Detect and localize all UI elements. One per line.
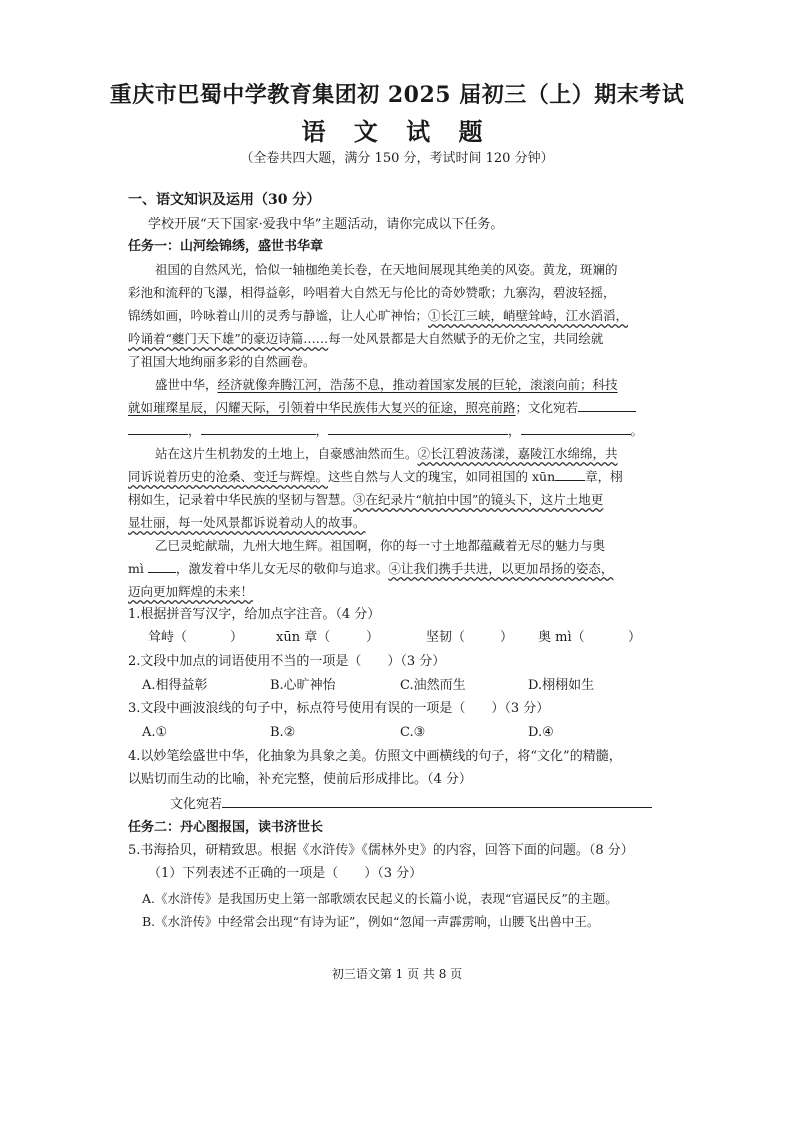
section-intro: 学校开展“天下国家·爱我中华”主题活动，请你完成以下任务。 bbox=[148, 217, 504, 232]
p2-line2 bbox=[128, 399, 636, 416]
exam-note: （全卷共四大题，满分 150 分，考试时间 120 分钟） bbox=[240, 151, 554, 166]
p3-zhang: 章，栩 bbox=[585, 469, 623, 484]
wavy-sentence-2-cont: 同诉说着历史的沧桑、变迁与辉煌。 bbox=[128, 469, 329, 484]
answer-blank[interactable] bbox=[328, 422, 508, 435]
section-heading: 一、语文知识及运用（30 分） bbox=[128, 192, 321, 208]
q2-option-d[interactable]: D.栩栩如生 bbox=[528, 678, 595, 693]
wavy-sentence-4-cont: 迈向更加辉煌的未来！ bbox=[128, 584, 254, 599]
answer-blank[interactable] bbox=[578, 399, 636, 412]
q3-option-c[interactable]: C.③ bbox=[400, 725, 426, 740]
p4-line2 bbox=[128, 560, 613, 577]
q3-option-a[interactable]: A.① bbox=[142, 725, 168, 740]
q1-item-4: 奥 mì（ bbox=[538, 630, 585, 645]
exam-subtitle: 语 文 试 题 bbox=[301, 117, 493, 146]
exam-title: 重庆市巴蜀中学教育集团初 2025 届初三（上）期末考试 bbox=[109, 82, 685, 108]
p3-mid: 栩如生，记录着中华民族的坚韧与智慧。 bbox=[128, 492, 354, 507]
q1-item-3: 坚韧（ bbox=[426, 630, 466, 645]
p4-mi: mì bbox=[128, 561, 144, 576]
underlined-sentence-a: 经济就像奔腾江河，浩荡不息，推动着国家发展的巨轮，滚滚向前；科技 bbox=[217, 377, 618, 392]
p1-line1: 祖国的自然风光，恰似一轴枷绝美长卷，在天地间展现其绝美的风姿。黄龙，斑斓的 bbox=[155, 262, 618, 277]
underlined-sentence-b: 就如璀璨星辰，闪耀天际，引领着中华民族伟大复兴的征途，照亮前路 bbox=[128, 400, 516, 415]
p2-line1 bbox=[155, 376, 618, 393]
q5-option-a[interactable]: A.《水浒传》是我国历史上第一部歌颂农民起义的长篇小说，表现“官逼民反”的主题。 bbox=[142, 891, 618, 906]
p2-wenhua: ；文化宛若 bbox=[515, 400, 579, 415]
wavy-sentence-1-cont: 吟诵着“夔门天下雄”的豪迈诗篇…… bbox=[128, 331, 329, 346]
p2-start: 盛世中华， bbox=[155, 377, 218, 392]
q1-stem: 1.根据拼音写汉字，给加点字注音。（4 分） bbox=[128, 607, 381, 622]
answer-blank[interactable] bbox=[521, 422, 631, 435]
task1-heading: 任务一：山河绘锦绣，盛世书华章 bbox=[128, 239, 324, 254]
p1-line3 bbox=[128, 307, 628, 324]
p3-line4 bbox=[128, 514, 366, 531]
p4-mid: ，激发着中华儿女无尽的敬仰与追求。 bbox=[175, 561, 389, 576]
p4-line3 bbox=[128, 583, 253, 600]
q2-option-c[interactable]: C.油然而生 bbox=[400, 678, 466, 693]
q1-item-2-end: ） bbox=[366, 630, 380, 645]
wavy-sentence-1: ①长江三峡，峭壁耸峙，江水滔滔， bbox=[428, 308, 629, 323]
q5-stem: 5.书海拾贝，研精致思。根据《水浒传》《儒林外史》的内容，回答下面的问题。（8 分） bbox=[128, 843, 634, 858]
q4-answer-prefix: 文化宛若 bbox=[170, 797, 223, 812]
p3-line2 bbox=[128, 468, 623, 485]
answer-blank[interactable] bbox=[128, 422, 188, 435]
p3-start: 站在这片生机勃发的土地上，自豪感油然而生。 bbox=[155, 446, 418, 461]
wavy-sentence-2: ②长江碧波荡漾，嘉陵江水绵绵，共 bbox=[417, 446, 618, 461]
q1-item-3-end: ） bbox=[500, 630, 514, 645]
p3-xun: 这些自然与人文的瑰宝，如同祖国的 xūn bbox=[328, 469, 556, 484]
p1-line5: 了祖国大地绚丽多彩的自然画卷。 bbox=[128, 354, 316, 369]
p4-line1: 乙巳灵蛇献瑞，九州大地生辉。祖国啊，你的每一寸土地都蕴藏着无尽的魅力与奥 bbox=[155, 538, 606, 553]
q4-answer-blank[interactable] bbox=[222, 795, 652, 808]
q5-sub-stem: （1）下列表述不正确的一项是（ ）（3 分） bbox=[148, 866, 423, 881]
q3-option-d[interactable]: D.④ bbox=[528, 725, 554, 740]
wavy-sentence-3-cont: 显壮丽，每一处风景都诉说着动人的故事。 bbox=[128, 515, 366, 530]
q4-answer bbox=[170, 795, 652, 813]
q3-option-b[interactable]: B.② bbox=[270, 725, 296, 740]
p1-line2: 彩池和流秤的飞瀑，相得益彰，吟唱着大自然无与伦比的奇妙赞歌；九寨沟，碧波轻摇， bbox=[128, 285, 616, 300]
pinyin-blank[interactable] bbox=[148, 560, 176, 573]
wavy-sentence-4: ④让我们携手共进，以更加昂扬的姿态， bbox=[388, 561, 614, 576]
q4-stem-1: 4.以妙笔绘盛世中华，化抽象为具象之美。仿照文中画横线的句子，将“文化”的精髓， bbox=[128, 749, 622, 764]
page-footer: 初三语文第 1 页 共 8 页 bbox=[331, 967, 463, 981]
p2-line3: ， ， ， 。 bbox=[128, 422, 643, 439]
q2-stem: 2.文段中加点的词语使用不当的一项是（ ）（3 分） bbox=[128, 654, 446, 669]
q1-item-4-end: ） bbox=[628, 630, 642, 645]
q4-stem-2: 以贴切而生动的比喻，补充完整，使前后形成排比。（4 分） bbox=[128, 772, 472, 787]
p1-line4-text: 每一处风景都是大自然赋予的无价之宝，共同绘就 bbox=[328, 331, 604, 346]
p1-line4 bbox=[128, 330, 603, 347]
answer-blank[interactable] bbox=[201, 422, 316, 435]
q1-item-1: 耸峙（ bbox=[148, 630, 188, 645]
q5-option-b[interactable]: B.《水浒传》中经常会出现“有诗为证”，例如“忽闻一声霹雳响，山腰飞出兽中王。 bbox=[142, 914, 600, 929]
pinyin-blank[interactable] bbox=[555, 468, 585, 481]
p3-line3 bbox=[128, 491, 603, 508]
q3-stem: 3.文段中画波浪线的句子中，标点符号使用有误的一项是（ ）（3 分） bbox=[128, 701, 550, 716]
task2-heading: 任务二：丹心图报国，读书济世长 bbox=[128, 820, 324, 835]
p1-line3-text: 锦绣如画，吟咏着山川的灵秀与静谧，让人心旷神怡； bbox=[128, 308, 429, 323]
q1-item-1-end: ） bbox=[230, 630, 244, 645]
q2-option-a[interactable]: A.相得益彰 bbox=[142, 678, 208, 693]
wavy-sentence-3: ③在纪录片“航拍中国”的镜头下，这片土地更 bbox=[353, 492, 604, 507]
p3-line1 bbox=[155, 445, 618, 462]
q1-item-2: xūn 章（ bbox=[276, 630, 331, 645]
q2-option-b[interactable]: B.心旷神怡 bbox=[270, 678, 336, 693]
